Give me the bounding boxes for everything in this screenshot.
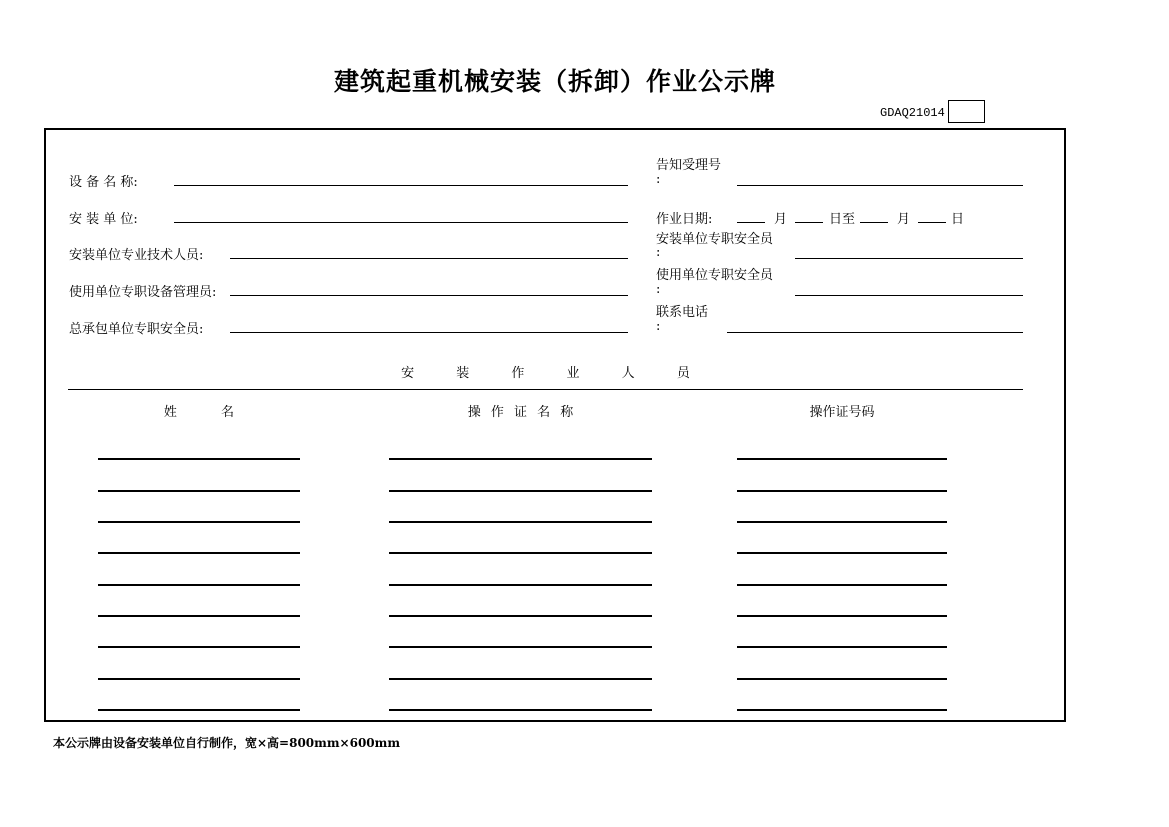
phone-colon: : xyxy=(656,319,661,334)
work-date-day2-label: 日 xyxy=(951,212,965,227)
section-divider xyxy=(68,389,1023,390)
row-5-cert-number-field[interactable] xyxy=(737,584,947,586)
form-code: GDAQ21014 xyxy=(880,106,945,120)
row-7-cert-name-field[interactable] xyxy=(389,646,652,648)
row-2-name-field[interactable] xyxy=(98,490,300,492)
install-safety-officer-colon: : xyxy=(656,245,661,260)
header-cert-name: 操 作 证 名 称 xyxy=(467,405,574,420)
work-date-day1-field[interactable] xyxy=(795,222,823,223)
row-8-cert-number-field[interactable] xyxy=(737,678,947,680)
footnote: 本公示牌由设备安装单位自行制作，宽×高=800mm×600mm xyxy=(53,736,401,750)
work-date-month2-field[interactable] xyxy=(860,222,888,223)
work-date-month1-field[interactable] xyxy=(737,222,765,223)
install-safety-officer-label: 安装单位专职安全员 xyxy=(656,232,774,247)
tech-staff-label: 安装单位专业技术人员: xyxy=(69,248,204,263)
notice-number-label: 告知受理号 xyxy=(656,158,722,173)
install-unit-label: 安 装 单 位: xyxy=(69,212,138,227)
phone-label: 联系电话 xyxy=(656,305,709,320)
row-4-cert-number-field[interactable] xyxy=(737,552,947,554)
work-date-dayto-label: 日至 xyxy=(829,212,856,227)
row-8-cert-name-field[interactable] xyxy=(389,678,652,680)
row-8-name-field[interactable] xyxy=(98,678,300,680)
row-3-name-field[interactable] xyxy=(98,521,300,523)
row-6-name-field[interactable] xyxy=(98,615,300,617)
row-6-cert-name-field[interactable] xyxy=(389,615,652,617)
install-unit-field[interactable] xyxy=(174,222,628,223)
row-4-name-field[interactable] xyxy=(98,552,300,554)
header-cert-number: 操作证号码 xyxy=(809,405,875,420)
row-7-cert-number-field[interactable] xyxy=(737,646,947,648)
install-safety-officer-field[interactable] xyxy=(795,258,1023,259)
equipment-name-label: 设 备 名 称: xyxy=(69,175,138,190)
equipment-manager-field[interactable] xyxy=(230,295,628,296)
equipment-manager-label: 使用单位专职设备管理员: xyxy=(69,285,217,300)
row-4-cert-name-field[interactable] xyxy=(389,552,652,554)
page-title: 建筑起重机械安装（拆卸）作业公示牌 xyxy=(333,67,776,96)
form-code-box[interactable] xyxy=(948,100,985,123)
notice-board-frame xyxy=(44,128,1066,722)
phone-field[interactable] xyxy=(727,332,1023,333)
work-date-label: 作业日期: xyxy=(656,212,713,227)
notice-number-field[interactable] xyxy=(737,185,1023,186)
row-1-cert-name-field[interactable] xyxy=(389,458,652,460)
header-name: 姓 名 xyxy=(163,405,235,420)
work-date-day2-field[interactable] xyxy=(918,222,946,223)
contractor-safety-label: 总承包单位专职安全员: xyxy=(69,322,204,337)
contractor-safety-field[interactable] xyxy=(230,332,628,333)
row-2-cert-number-field[interactable] xyxy=(737,490,947,492)
row-5-cert-name-field[interactable] xyxy=(389,584,652,586)
user-safety-officer-colon: : xyxy=(656,282,661,297)
row-6-cert-number-field[interactable] xyxy=(737,615,947,617)
row-7-name-field[interactable] xyxy=(98,646,300,648)
row-9-cert-name-field[interactable] xyxy=(389,709,652,711)
user-safety-officer-label: 使用单位专职安全员 xyxy=(656,268,774,283)
row-1-name-field[interactable] xyxy=(98,458,300,460)
row-9-cert-number-field[interactable] xyxy=(737,709,947,711)
personnel-section-heading: 安 装 作 业 人 员 xyxy=(401,366,690,381)
work-date-month2-label: 月 xyxy=(897,212,911,227)
notice-number-colon: : xyxy=(656,172,661,187)
work-date-month1-label: 月 xyxy=(774,212,788,227)
row-3-cert-name-field[interactable] xyxy=(389,521,652,523)
tech-staff-field[interactable] xyxy=(230,258,628,259)
row-1-cert-number-field[interactable] xyxy=(737,458,947,460)
row-2-cert-name-field[interactable] xyxy=(389,490,652,492)
row-5-name-field[interactable] xyxy=(98,584,300,586)
row-3-cert-number-field[interactable] xyxy=(737,521,947,523)
equipment-name-field[interactable] xyxy=(174,185,628,186)
user-safety-officer-field[interactable] xyxy=(795,295,1023,296)
row-9-name-field[interactable] xyxy=(98,709,300,711)
